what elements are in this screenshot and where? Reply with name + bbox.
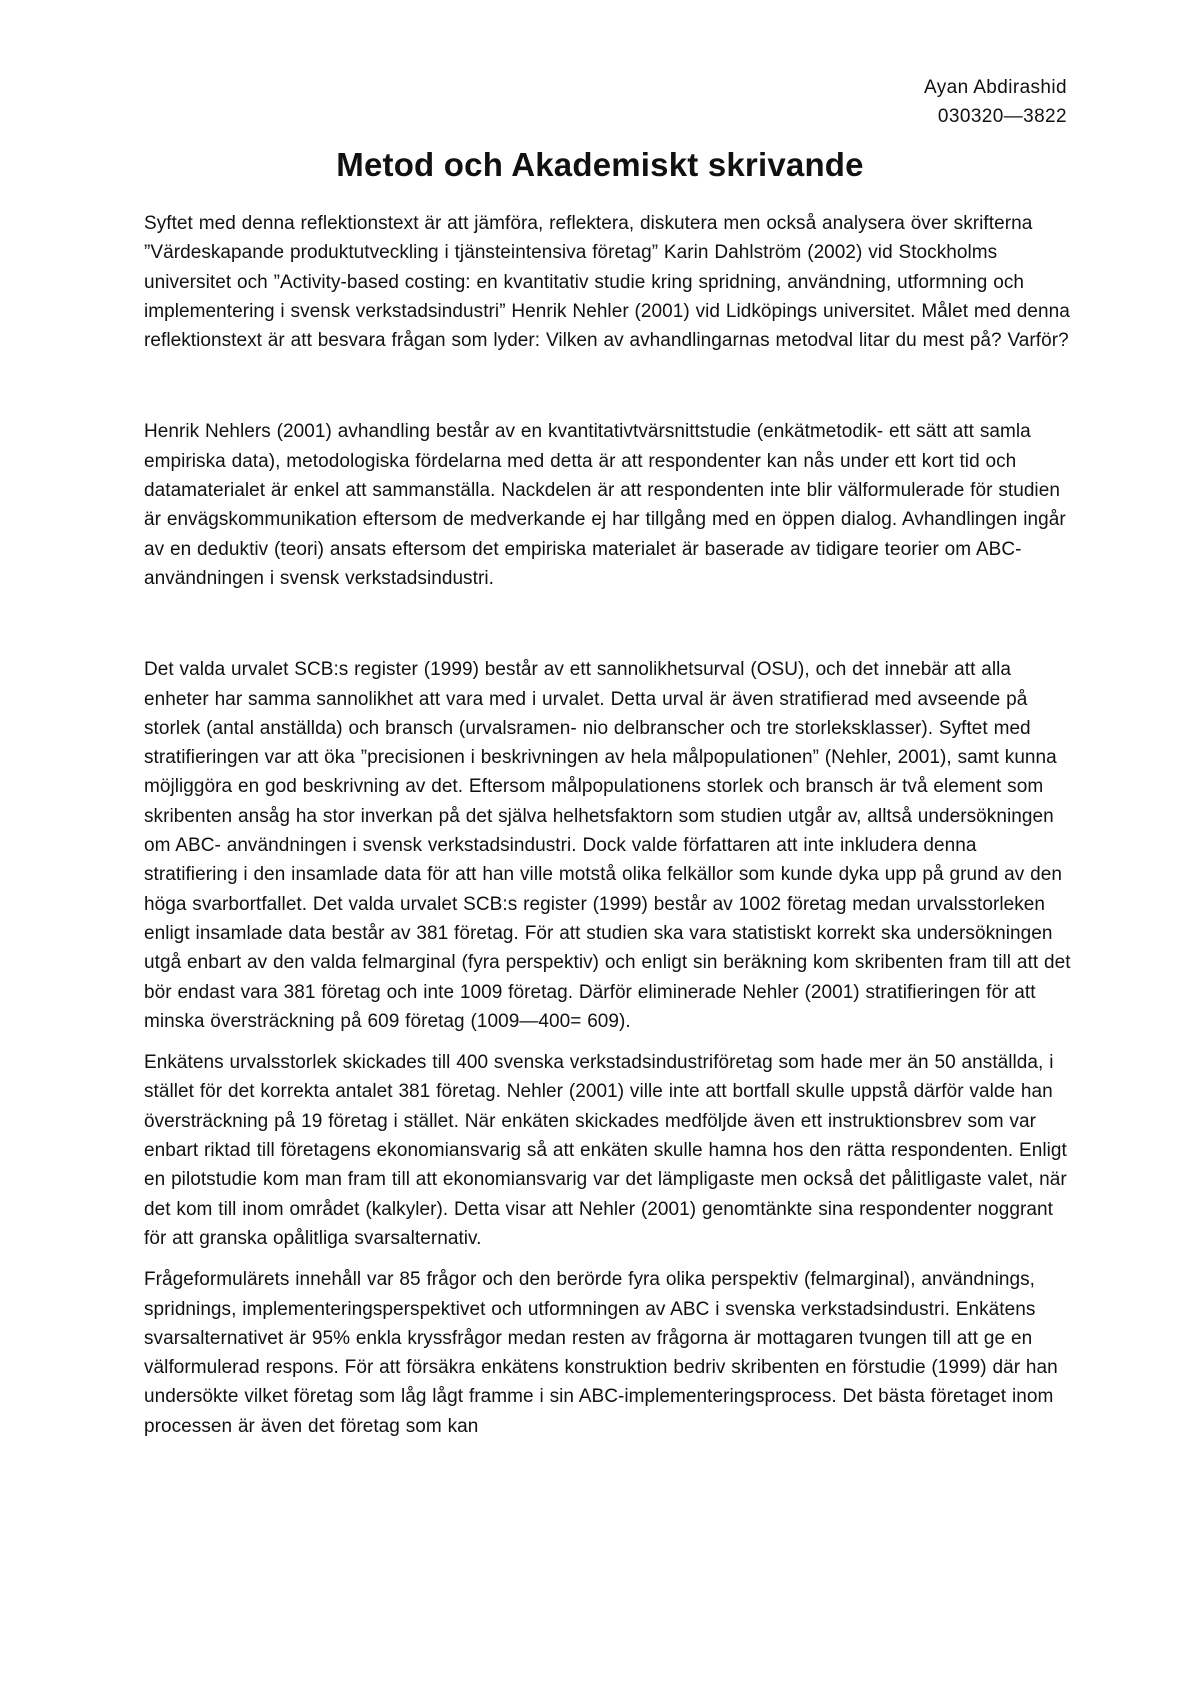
paragraph-sample: Det valda urvalet SCB:s register (1999) består av ett sannolikhetsurval (OSU), och det innebär att alla enheter har samma sannolikhet att vara med i urvalet. Detta urval är även stratifierad med avseende på storlek (antal anställda) och bransch (urvalsramen- nio delbranscher och tre storleksklasser). Syftet med stratifieringen var att öka ”precisionen i beskrivningen av hela målpopulationen” (Nehler, 2001), samt kunna möjliggöra en god beskrivning av det. Eftersom målpopulationens storlek och bransch är två element som skribenten ansåg ha stor inverkan på det själva helhetsfaktorn som studien utgår av, alltså undersökningen om ABC- användningen i svensk verkstadsindustri. Dock valde författaren att inte inkludera denna stratifiering i den insamlade data för att han ville motstå olika felkällor som kunde dyka upp på grund av den höga svarbortfallet. Det valda urvalet SCB:s register (1999) består av 1002 företag medan urvalsstorleken enligt insamlade data består av 381 företag. För att studien ska vara statistiskt korrekt ska undersökningen utgå enbart av den valda felmarginal (fyra perspektiv) och enligt sin beräkning kom skribenten fram till att det bör endast vara 381 företag och inte 1009 företag. Därför eliminerade Nehler (2001) stratifieringen för att minska översträckning på 609 företag (1009—400= 609). bbox=[144, 659, 1071, 1032]
paragraph-intro: Syftet med denna reflektionstext är att jämföra, reflektera, diskutera men också analysera över skrifterna ”Värdeskapande produktutveckling i tjänsteintensiva företag” Karin Dahlström (2002) vid Stockholms universitet och ”Activity-based costing: en kvantitativ studie kring spridning, användning, utformning och implementering i svensk verkstadsindustri” Henrik Nehler (2001) vid Lidköpings universitet. Målet med denna reflektionstext är att besvara frågan som lyder: Vilken av avhandlingarnas metodval litar du mest på? Varför? bbox=[144, 213, 1070, 352]
author-name: Ayan Abdirashid bbox=[924, 77, 1067, 98]
document-body bbox=[144, 209, 1074, 1441]
paragraph-method: Henrik Nehlers (2001) avhandling består av en kvantitativtvärsnittstudie (enkätmetodik- ett sätt att samla empiriska data), metodologiska fördelarna med detta är att respondenter kan nås under ett kort tid och datamaterialet är enkel att sammanställa. Nackdelen är att respondenten inte blir välformulerade för studien är envägskommunikation eftersom de medverkande ej har tillgång med en öppen dialog. Avhandlingen ingår av en deduktiv (teori) ansats eftersom det empiriska materialet är baserade av tidigare teorier om ABC- användningen i svensk verkstadsindustri. bbox=[144, 421, 1066, 589]
document-title: Metod och Akademiskt skrivande bbox=[336, 146, 864, 183]
paragraph-survey-size: Enkätens urvalsstorlek skickades till 400 svenska verkstadsindustriföretag som hade mer än 50 anställda, i stället för det korrekta antalet 381 företag. Nehler (2001) ville inte att bortfall skulle uppstå därför valde han översträckning på 19 företag i stället. När enkäten skickades medföljde även ett instruktionsbrev som var enbart riktad till företagens ekonomiansvarig så att enkäten skulle hamna hos den rätta respondenten. Enligt en pilotstudie kom man fram till att ekonomiansvarig var det lämpligaste men också det pålitligaste valet, när det kom till inom området (kalkyler). Detta visar att Nehler (2001) genomtänkte sina respondenter noggrant för att granska opålitliga svarsalternativ. bbox=[144, 1052, 1067, 1249]
author-id: 030320—3822 bbox=[937, 106, 1067, 127]
paragraph-questionnaire: Frågeformulärets innehåll var 85 frågor och den berörde fyra olika perspektiv (felmarginal), användnings, spridnings, implementeringsperspektivet och utformningen av ABC i svenska verkstadsindustri. Enkätens svarsalternativet är 95% enkla kryssfrågor medan resten av frågorna är mottagaren tvungen till att ge en välformulerad respons. För att försäkra enkätens konstruktion bedriv skribenten en förstudie (1999) där han undersökte vilket företag som låg lågt framme i sin ABC-implementeringsprocess. Det bästa företaget inom processen är även det företag som kan bbox=[144, 1269, 1058, 1437]
author-block bbox=[924, 73, 1067, 131]
